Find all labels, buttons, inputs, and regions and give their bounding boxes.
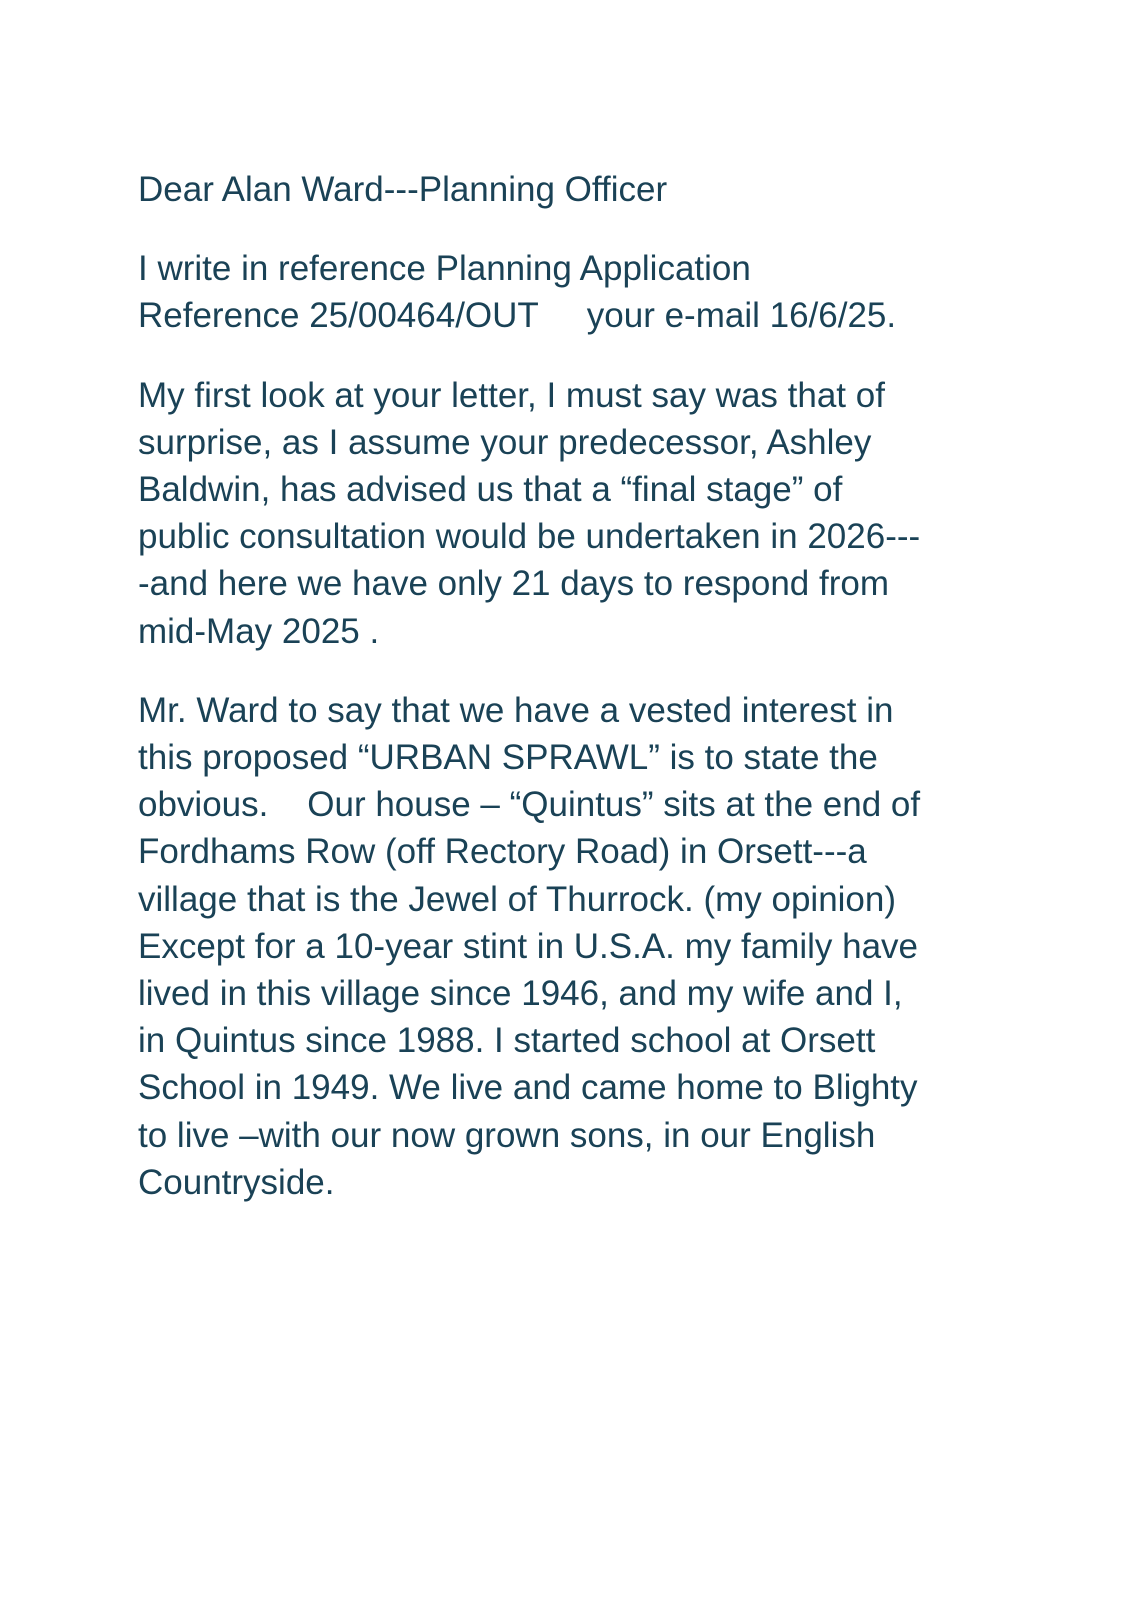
paragraph-line: School in 1949. We live and came home to Blighty bbox=[138, 1068, 918, 1108]
paragraph-line: to live –with our now grown sons, in our English bbox=[138, 1115, 876, 1155]
paragraph-line: Countryside. bbox=[138, 1162, 335, 1202]
paragraph-line: in Quintus since 1988. I started school at Orsett bbox=[138, 1021, 876, 1061]
paragraph-line: this proposed “URBAN SPRAWL” is to state the bbox=[138, 738, 878, 778]
paragraph-line: Baldwin, has advised us that a “final stage” of bbox=[138, 470, 843, 510]
paragraph-line: Reference 25/00464/OUT your e-mail 16/6/25. bbox=[138, 296, 897, 336]
paragraph-line: Fordhams Row (off Rectory Road) in Orsett---a bbox=[138, 832, 867, 872]
paragraph-surprise bbox=[138, 372, 1008, 655]
paragraph-line: I write in reference Planning Application bbox=[138, 249, 751, 289]
paragraph-reference bbox=[138, 245, 1008, 339]
salutation-line: Dear Alan Ward---Planning Officer bbox=[138, 170, 668, 209]
salutation bbox=[138, 166, 1008, 213]
paragraph-vested-interest bbox=[138, 687, 1008, 1206]
paragraph-line: village that is the Jewel of Thurrock. (my opinion) bbox=[138, 879, 897, 919]
paragraph-line: Mr. Ward to say that we have a vested interest in bbox=[138, 690, 894, 730]
paragraph-line: -and here we have only 21 days to respond from bbox=[138, 564, 889, 604]
paragraph-line: surprise, as I assume your predecessor, Ashley bbox=[138, 422, 872, 462]
paragraph-line: mid-May 2025 . bbox=[138, 611, 380, 651]
paragraph-line: public consultation would be undertaken in 2026--- bbox=[138, 517, 921, 557]
paragraph-line: obvious. Our house – “Quintus” sits at the end of bbox=[138, 785, 921, 825]
paragraph-line: My first look at your letter, I must say was that of bbox=[138, 375, 885, 415]
letter-body bbox=[138, 166, 1008, 1238]
paragraph-line: Except for a 10-year stint in U.S.A. my family have bbox=[138, 926, 919, 966]
paragraph-line: lived in this village since 1946, and my wife and I, bbox=[138, 974, 903, 1014]
